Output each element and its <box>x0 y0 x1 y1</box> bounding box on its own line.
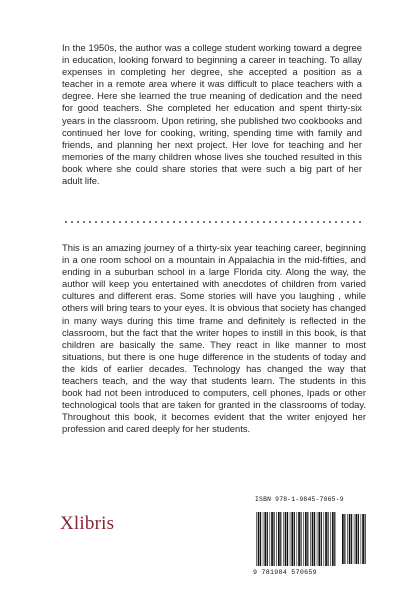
barcode-bar <box>264 512 266 566</box>
barcode-bar <box>354 514 355 564</box>
barcode-bar <box>256 512 257 566</box>
barcode-bar <box>334 512 335 566</box>
barcode-bar <box>310 512 311 566</box>
barcode-bar <box>290 512 291 566</box>
barcode-bar <box>325 512 327 566</box>
barcode-bar <box>321 512 322 566</box>
barcode-bar <box>330 512 331 566</box>
barcode <box>252 504 368 568</box>
barcode-bar <box>358 514 359 564</box>
barcode-bar <box>312 512 314 566</box>
isbn-label: ISBN 978-1-9845-7065-9 <box>255 496 344 503</box>
barcode-bar <box>318 512 320 566</box>
barcode-bar <box>307 512 308 566</box>
barcode-bar <box>349 514 351 564</box>
barcode-bar <box>260 512 261 566</box>
barcode-bar <box>298 512 300 566</box>
barcode-bar <box>276 512 277 566</box>
dotted-divider <box>63 221 361 223</box>
barcode-bar <box>287 512 288 566</box>
publisher-logo: Xlibris <box>60 513 115 534</box>
barcode-bar <box>351 514 352 564</box>
barcode-bar <box>297 512 298 566</box>
barcode-bar <box>365 514 366 564</box>
barcode-bar <box>258 512 260 566</box>
barcode-bar <box>344 514 345 564</box>
barcode-bar <box>294 512 295 566</box>
barcode-bar <box>291 512 293 566</box>
barcode-bar <box>303 512 304 566</box>
barcode-bar <box>342 514 344 564</box>
barcode-bar <box>274 512 275 566</box>
barcode-bar <box>267 512 268 566</box>
barcode-bar <box>361 514 362 564</box>
book-description: This is an amazing journey of a thirty-six year teaching career, beginning in a one room school on a mountain in Appalachia in the mid-fifties, and ending in a suburban school in a large Florida city. Along the way, the author will keep you entertained with anecdotes of children from varied cultures and different eras. Some stories will have you laughing , while others will bring tears to your eyes. It is obvious that society has changed in many ways during this time frame and definitely is reflected in the classroom, but the fact that the writer hopes to instill in this book, is that children are basically the same. They react in like manner to most situations, but there is one huge difference in the students of today and the kids of earlier decades. Technology has changed the way that teachers teach, and the way that students learn. The students in this book had not been introduced to computers, cell phones, Ipads or other technological tools that are taken for granted in the classrooms of today. Throughout this book, it becomes evident that the writer enjoyed her profession and cared deeply for her students. <box>62 242 366 435</box>
barcode-bar <box>347 514 348 564</box>
barcode-bar <box>280 512 281 566</box>
barcode-bar <box>301 512 302 566</box>
barcode-bar <box>328 512 329 566</box>
barcode-bar <box>270 512 271 566</box>
barcode-bar <box>362 514 364 564</box>
barcode-bar <box>263 512 264 566</box>
barcode-bar <box>305 512 307 566</box>
barcode-bar <box>332 512 334 566</box>
barcode-bar <box>324 512 325 566</box>
barcode-bar <box>283 512 284 566</box>
barcode-bar <box>285 512 287 566</box>
barcode-digits: 9 781984 570659 <box>253 569 317 576</box>
barcode-bar <box>314 512 315 566</box>
barcode-bar <box>356 514 358 564</box>
barcode-bar <box>278 512 280 566</box>
author-bio: In the 1950s, the author was a college student working toward a degree in education, looking forward to beginning a career in teaching. To allay expenses in completing her degree, she accepted a position as a teacher in a remote area where it was difficult to place teachers with a degree. Here she learned the true meaning of dedication and the need for good teachers. She completed her education and spent thirty-six years in the classroom. Upon retiring, she published two cookbooks and continued her love for cooking, writing, spending time with family and friends, and planning her next project. Her love for teaching and her memories of the many children whose lives she touched resulted in this book where she could share stories that were such a big part of her adult life. <box>62 42 362 187</box>
barcode-bar <box>271 512 273 566</box>
barcode-bar <box>317 512 318 566</box>
